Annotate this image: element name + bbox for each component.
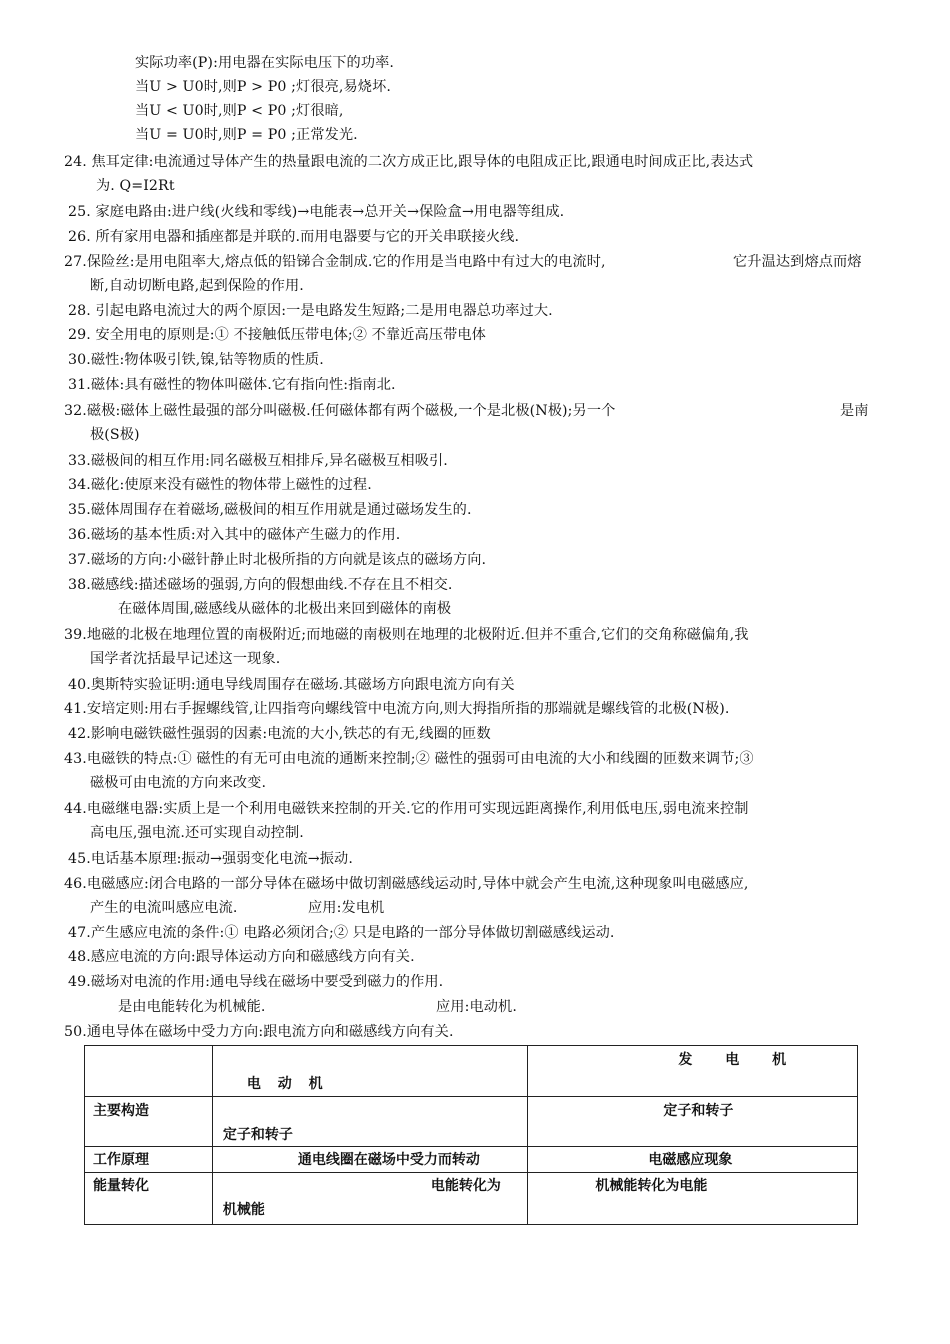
table-row <box>85 1097 858 1147</box>
item-42 <box>68 723 491 745</box>
item-text: 影响电磁铁磁性强弱的因素:电流的大小,铁芯的有无,线圈的匝数 <box>90 726 491 742</box>
item-48 <box>68 946 415 968</box>
header-cell-generator <box>528 1046 858 1097</box>
item-text: 地磁的北极在地理位置的南极附近;而地磁的南极则在地理的北极附近.但并不重合,它们的交角称磁偏角,我 <box>86 627 749 643</box>
row-label-structure: 主要构造 <box>93 1103 149 1119</box>
item-34 <box>68 474 372 496</box>
item-28 <box>68 300 553 322</box>
item-29 <box>68 324 486 346</box>
item-text: 磁场对电流的作用:通电导线在磁场中要受到磁力的作用. <box>90 974 444 990</box>
item-35 <box>68 499 472 521</box>
item-text: 通电导体在磁场中受力方向:跟电流方向和磁感线方向有关. <box>86 1024 454 1040</box>
item-43-line-1 <box>64 748 754 770</box>
item-32-line-1-tail: 是南 <box>840 403 869 419</box>
item-27-line-2: 断,自动切断电路,起到保险的作用. <box>90 278 304 294</box>
motor-structure: 定子和转子 <box>222 1127 293 1143</box>
item-32-line-1 <box>64 400 615 422</box>
motor-principle: 通电线圈在磁场中受力而转动 <box>297 1152 480 1168</box>
item-text: 电磁铁的特点:① 磁性的有无可由电流的通断来控制;② 磁性的强弱可由电流的大小和线圈的匝数来调节;③ <box>86 751 754 767</box>
table-header-row <box>85 1046 858 1097</box>
intro-line-4: 当U = U0时,则P = P0 ;正常发光. <box>135 127 358 143</box>
item-number: 46. <box>64 876 87 892</box>
item-24-line-1 <box>64 151 753 173</box>
row-label-cell <box>85 1097 213 1147</box>
item-number: 36. <box>68 527 91 543</box>
item-text: 焦耳定律:电流通过导体产生的热量跟电流的二次方成正比,跟导体的电阻成正比,跟通电时间成正比,表达式 <box>91 154 754 170</box>
item-47 <box>68 922 615 944</box>
item-37 <box>68 549 486 571</box>
item-number: 30. <box>68 352 91 368</box>
item-39-line-1 <box>64 624 749 646</box>
table-row <box>85 1147 858 1173</box>
item-text: 奥斯特实验证明:通电导线周围存在磁场.其磁场方向跟电流方向有关 <box>90 677 515 693</box>
header-generator-label: 发 电 机 <box>678 1052 801 1068</box>
item-38 <box>68 574 453 596</box>
item-46-line-2-tail: 应用:发电机 <box>308 900 385 916</box>
item-49 <box>68 971 443 993</box>
item-text: 电话基本原理:振动→强弱变化电流→振动. <box>90 851 353 867</box>
generator-structure-cell <box>528 1097 858 1147</box>
item-number: 47. <box>68 925 91 941</box>
item-text: 磁体:具有磁性的物体叫磁体.它有指向性:指南北. <box>90 377 396 393</box>
item-number: 26. <box>68 229 91 245</box>
item-text: 安培定则:用右手握螺线管,让四指弯向螺线管中电流方向,则大拇指所指的那端就是螺线管的北极(N极). <box>86 701 730 717</box>
row-label-principle: 工作原理 <box>93 1152 149 1168</box>
motor-energy-part1: 电能转化为 <box>430 1178 501 1194</box>
generator-energy-cell <box>528 1173 858 1225</box>
item-text: 磁性:物体吸引铁,镍,钴等物质的性质. <box>90 352 324 368</box>
intro-line-2: 当U > U0时,则P > P0 ;灯很亮,易烧坏. <box>135 79 391 95</box>
header-cell-empty <box>85 1046 213 1097</box>
item-text: 引起电路电流过大的两个原因:一是电路发生短路;二是用电器总功率过大. <box>95 303 553 319</box>
item-text: 磁感线:描述磁场的强弱,方向的假想曲线.不存在且不相交. <box>90 577 453 593</box>
header-motor-label: 电 动 机 <box>246 1076 329 1092</box>
generator-energy: 机械能转化为电能 <box>595 1178 708 1194</box>
item-number: 45. <box>68 851 91 867</box>
intro-line-3: 当U < U0时,则P < P0 ;灯很暗, <box>135 103 344 119</box>
item-number: 31. <box>68 377 91 393</box>
item-number: 38. <box>68 577 91 593</box>
item-33 <box>68 450 448 472</box>
item-46-line-1 <box>64 873 749 895</box>
item-text: 保险丝:是用电阻率大,熔点低的铅锑合金制成.它的作用是当电路中有过大的电流时, <box>86 254 606 270</box>
item-44-line-2: 高电压,强电流.还可实现自动控制. <box>90 825 304 841</box>
item-number: 48. <box>68 949 91 965</box>
item-number: 40. <box>68 677 91 693</box>
item-number: 34. <box>68 477 91 493</box>
item-text: 磁化:使原来没有磁性的物体带上磁性的过程. <box>90 477 372 493</box>
item-text: 磁场的方向:小磁针静止时北极所指的方向就是该点的磁场方向. <box>90 552 487 568</box>
item-number: 49. <box>68 974 91 990</box>
item-number: 27. <box>64 254 87 270</box>
item-40 <box>68 674 515 696</box>
item-31 <box>68 374 396 396</box>
item-45 <box>68 848 353 870</box>
item-27-line-1 <box>64 251 606 273</box>
generator-principle-cell <box>528 1147 858 1173</box>
item-text: 感应电流的方向:跟导体运动方向和磁感线方向有关. <box>90 949 415 965</box>
item-text: 所有家用电器和插座都是并联的.而用电器要与它的开关串联接火线. <box>95 229 520 245</box>
item-50 <box>64 1021 454 1043</box>
item-36 <box>68 524 400 546</box>
item-number: 33. <box>68 453 91 469</box>
item-text: 电磁感应:闭合电路的一部分导体在磁场中做切割磁感线运动时,导体中就会产生电流,这种现象叫电磁感应, <box>86 876 749 892</box>
motor-energy-part2: 机械能 <box>222 1202 265 1218</box>
header-cell-motor <box>212 1046 528 1097</box>
item-24-line-2: 为. Q=I2Rt <box>96 178 175 194</box>
item-number: 29. <box>68 327 91 343</box>
item-39-line-2: 国学者沈括最早记述这一现象. <box>90 651 281 667</box>
item-49-continuation-tail: 应用:电动机. <box>436 999 517 1015</box>
item-number: 37. <box>68 552 91 568</box>
table-row <box>85 1173 858 1225</box>
item-text: 磁极:磁体上磁性最强的部分叫磁极.任何磁体都有两个磁极,一个是北极(N极);另一个 <box>86 403 616 419</box>
item-text: 电磁继电器:实质上是一个利用电磁铁来控制的开关.它的作用可实现远距离操作,利用低电压,弱电流来控制 <box>86 801 749 817</box>
motor-structure-cell <box>212 1097 528 1147</box>
item-number: 50. <box>64 1024 87 1040</box>
item-44-line-1 <box>64 798 749 820</box>
item-30 <box>68 349 324 371</box>
item-27-line-1-tail: 它升温达到熔点而熔 <box>733 254 862 270</box>
motor-generator-table <box>84 1045 858 1225</box>
generator-structure: 定子和转子 <box>663 1103 734 1119</box>
row-label-energy: 能量转化 <box>93 1178 149 1194</box>
item-text: 磁场的基本性质:对入其中的磁体产生磁力的作用. <box>90 527 401 543</box>
item-46-line-2: 产生的电流叫感应电流. <box>90 900 238 916</box>
item-text: 产生感应电流的条件:① 电路必须闭合;② 只是电路的一部分导体做切割磁感线运动. <box>90 925 615 941</box>
item-number: 24. <box>64 154 87 170</box>
item-32-line-2: 极(S极) <box>90 427 140 443</box>
item-text: 磁极间的相互作用:同名磁极互相排斥,异名磁极互相吸引. <box>90 453 448 469</box>
item-26 <box>68 226 519 248</box>
item-38-continuation: 在磁体周围,磁感线从磁体的北极出来回到磁体的南极 <box>118 601 452 617</box>
row-label-cell <box>85 1147 213 1173</box>
item-number: 39. <box>64 627 87 643</box>
item-text: 磁体周围存在着磁场,磁极间的相互作用就是通过磁场发生的. <box>90 502 472 518</box>
item-number: 43. <box>64 751 87 767</box>
item-number: 41. <box>64 701 87 717</box>
item-text: 家庭电路由:进户线(火线和零线)→电能表→总开关→保险盒→用电器等组成. <box>95 204 565 220</box>
item-number: 32. <box>64 403 87 419</box>
item-number: 28. <box>68 303 91 319</box>
intro-line-1: 实际功率(P):用电器在实际电压下的功率. <box>135 55 395 71</box>
item-43-line-2: 磁极可由电流的方向来改变. <box>90 775 267 791</box>
motor-principle-cell <box>212 1147 528 1173</box>
item-number: 42. <box>68 726 91 742</box>
row-label-cell <box>85 1173 213 1225</box>
item-number: 44. <box>64 801 87 817</box>
item-number: 35. <box>68 502 91 518</box>
item-number: 25. <box>68 204 91 220</box>
item-41 <box>64 698 729 720</box>
motor-energy-cell <box>212 1173 528 1225</box>
item-text: 安全用电的原则是:① 不接触低压带电体;② 不靠近高压带电体 <box>95 327 486 343</box>
item-25 <box>68 201 564 223</box>
generator-principle: 电磁感应现象 <box>648 1152 733 1168</box>
item-49-continuation: 是由电能转化为机械能. <box>118 999 266 1015</box>
